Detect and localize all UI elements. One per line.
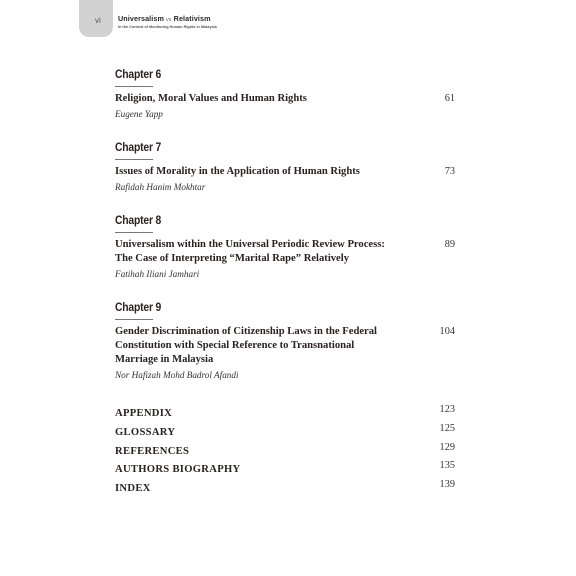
toc-item-label: GLOSSARY	[115, 426, 176, 438]
chapter-label: Chapter 8	[115, 215, 162, 227]
toc-item-label: AUTHORS BIOGRAPHY	[115, 464, 241, 476]
toc-item-appendix[interactable]	[115, 403, 460, 422]
toc-item-label: REFERENCES	[115, 445, 190, 457]
chapter-entry	[115, 165, 460, 179]
chapter-rule	[115, 86, 153, 87]
chapter-entry	[115, 238, 460, 266]
toc-chapter-6[interactable]	[115, 69, 460, 121]
chapter-label: Chapter 6	[115, 69, 162, 81]
toc-chapter-8[interactable]	[115, 215, 460, 281]
chapter-author: Rafidah Hanim Mokhtar	[115, 182, 206, 192]
book-subtitle: In the Context of Monitoring Human Rights in Malaysia	[118, 25, 217, 29]
toc-item-glossary[interactable]	[115, 422, 460, 441]
chapter-page-number: 104	[439, 326, 455, 337]
toc-item-label: APPENDIX	[115, 408, 173, 419]
toc-item-label: INDEX	[115, 483, 151, 495]
chapter-author: Fatihah Iliani Jamhari	[115, 269, 200, 279]
chapter-rule	[115, 159, 153, 160]
chapter-rule	[115, 232, 153, 233]
toc-chapter-9[interactable]	[115, 302, 460, 382]
page-number: vi	[95, 16, 101, 25]
chapter-title: Gender Discrimination of Citizenship Laws in the Federal Constitution with Special Reference to Transnational Marriage in Malaysia	[115, 326, 377, 365]
toc-item-page-number: 125	[439, 422, 455, 434]
chapter-entry	[115, 325, 460, 367]
chapter-page-number: 73	[444, 166, 455, 177]
toc-item-page-number: 135	[439, 460, 455, 472]
toc-backmatter	[115, 403, 460, 497]
chapter-title: Issues of Morality in the Application of Human Rights	[115, 166, 360, 177]
running-head	[118, 14, 217, 30]
toc-chapter-7[interactable]	[115, 142, 460, 194]
toc-item-page-number: 129	[439, 441, 455, 453]
chapter-label: Chapter 9	[115, 302, 162, 314]
toc-item-page-number: 139	[439, 479, 455, 491]
book-title-left: Universalism	[118, 14, 164, 23]
chapter-entry	[115, 92, 460, 106]
chapter-title: Religion, Moral Values and Human Rights	[115, 93, 307, 104]
chapter-rule	[115, 319, 153, 320]
toc-item-index[interactable]	[115, 478, 460, 497]
book-title-vs: vs	[165, 17, 172, 23]
toc-item-page-number: 123	[439, 404, 455, 415]
chapter-author: Eugene Yapp	[115, 109, 163, 119]
book-title	[118, 14, 217, 25]
toc-item-references[interactable]	[115, 441, 460, 460]
toc-item-authors-biography[interactable]	[115, 459, 460, 478]
chapter-page-number: 89	[444, 239, 455, 250]
chapter-page-number: 61	[444, 93, 455, 104]
chapter-author: Nor Hafizah Mohd Badrol Afandi	[115, 370, 239, 380]
chapter-title: Universalism within the Universal Periodic Review Process: The Case of Interpreting “Marital Rape” Relatively	[115, 239, 385, 264]
chapter-label: Chapter 7	[115, 142, 162, 154]
book-title-right: Relativism	[173, 14, 211, 23]
